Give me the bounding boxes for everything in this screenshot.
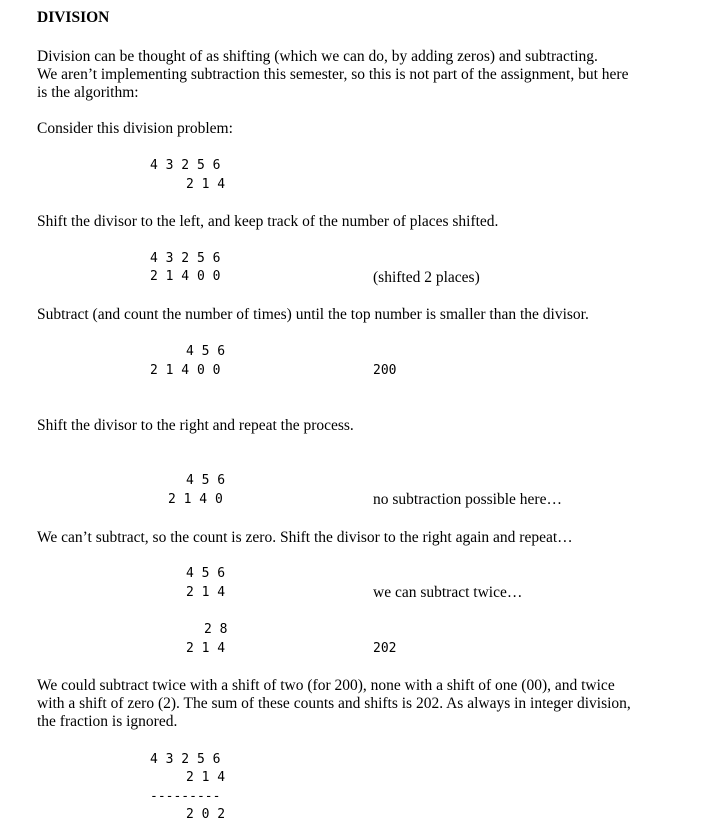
cant-subtract-text: We can’t subtract, so the count is zero. Shift the divisor to the right again and repeat… (37, 529, 573, 546)
step4-note: we can subtract twice… (373, 584, 523, 601)
step2-top: 4 5 6 (186, 344, 226, 359)
step1-note: (shifted 2 places) (373, 269, 480, 286)
problem-divisor: 2 1 4 (186, 177, 226, 192)
step3-note: no subtraction possible here… (373, 491, 562, 508)
step4-bottom: 2 1 4 (186, 585, 226, 600)
final-divisor: 2 1 4 (186, 770, 226, 785)
shift-left-text: Shift the divisor to the left, and keep track of the number of places shifted. (37, 213, 499, 230)
step4-top: 4 5 6 (186, 566, 226, 581)
step1-bottom: 2 1 4 0 0 (150, 269, 221, 284)
conclusion-line-2: with a shift of zero (2). The sum of these counts and shifts is 202. As always in integer division, (37, 695, 631, 712)
final-result: 2 0 2 (186, 807, 226, 822)
subtract-text: Subtract (and count the number of times) until the top number is smaller than the divisor. (37, 306, 589, 323)
step3-bottom: 2 1 4 0 (168, 492, 223, 507)
page-title: DIVISION (37, 9, 110, 26)
problem-dividend: 4 3 2 5 6 (150, 158, 221, 173)
step2-count: 200 (373, 363, 397, 378)
conclusion-line-1: We could subtract twice with a shift of two (for 200), none with a shift of one (00), and twice (37, 677, 615, 694)
step5-bottom: 2 1 4 (186, 641, 226, 656)
final-rule: --------- (150, 789, 221, 804)
consider-text: Consider this division problem: (37, 120, 233, 137)
step5-top: 2 8 (204, 622, 228, 637)
conclusion-line-3: the fraction is ignored. (37, 713, 178, 730)
step3-top: 4 5 6 (186, 473, 226, 488)
step1-top: 4 3 2 5 6 (150, 251, 221, 266)
intro-line-1: Division can be thought of as shifting (which we can do, by adding zeros) and subtracting. (37, 48, 598, 65)
step5-count: 202 (373, 641, 397, 656)
step2-bottom: 2 1 4 0 0 (150, 363, 221, 378)
intro-line-3: is the algorithm: (37, 84, 139, 101)
intro-line-2: We aren’t implementing subtraction this semester, so this is not part of the assignment, but here (37, 66, 629, 83)
final-dividend: 4 3 2 5 6 (150, 752, 221, 767)
shift-right-text: Shift the divisor to the right and repeat the process. (37, 417, 354, 434)
